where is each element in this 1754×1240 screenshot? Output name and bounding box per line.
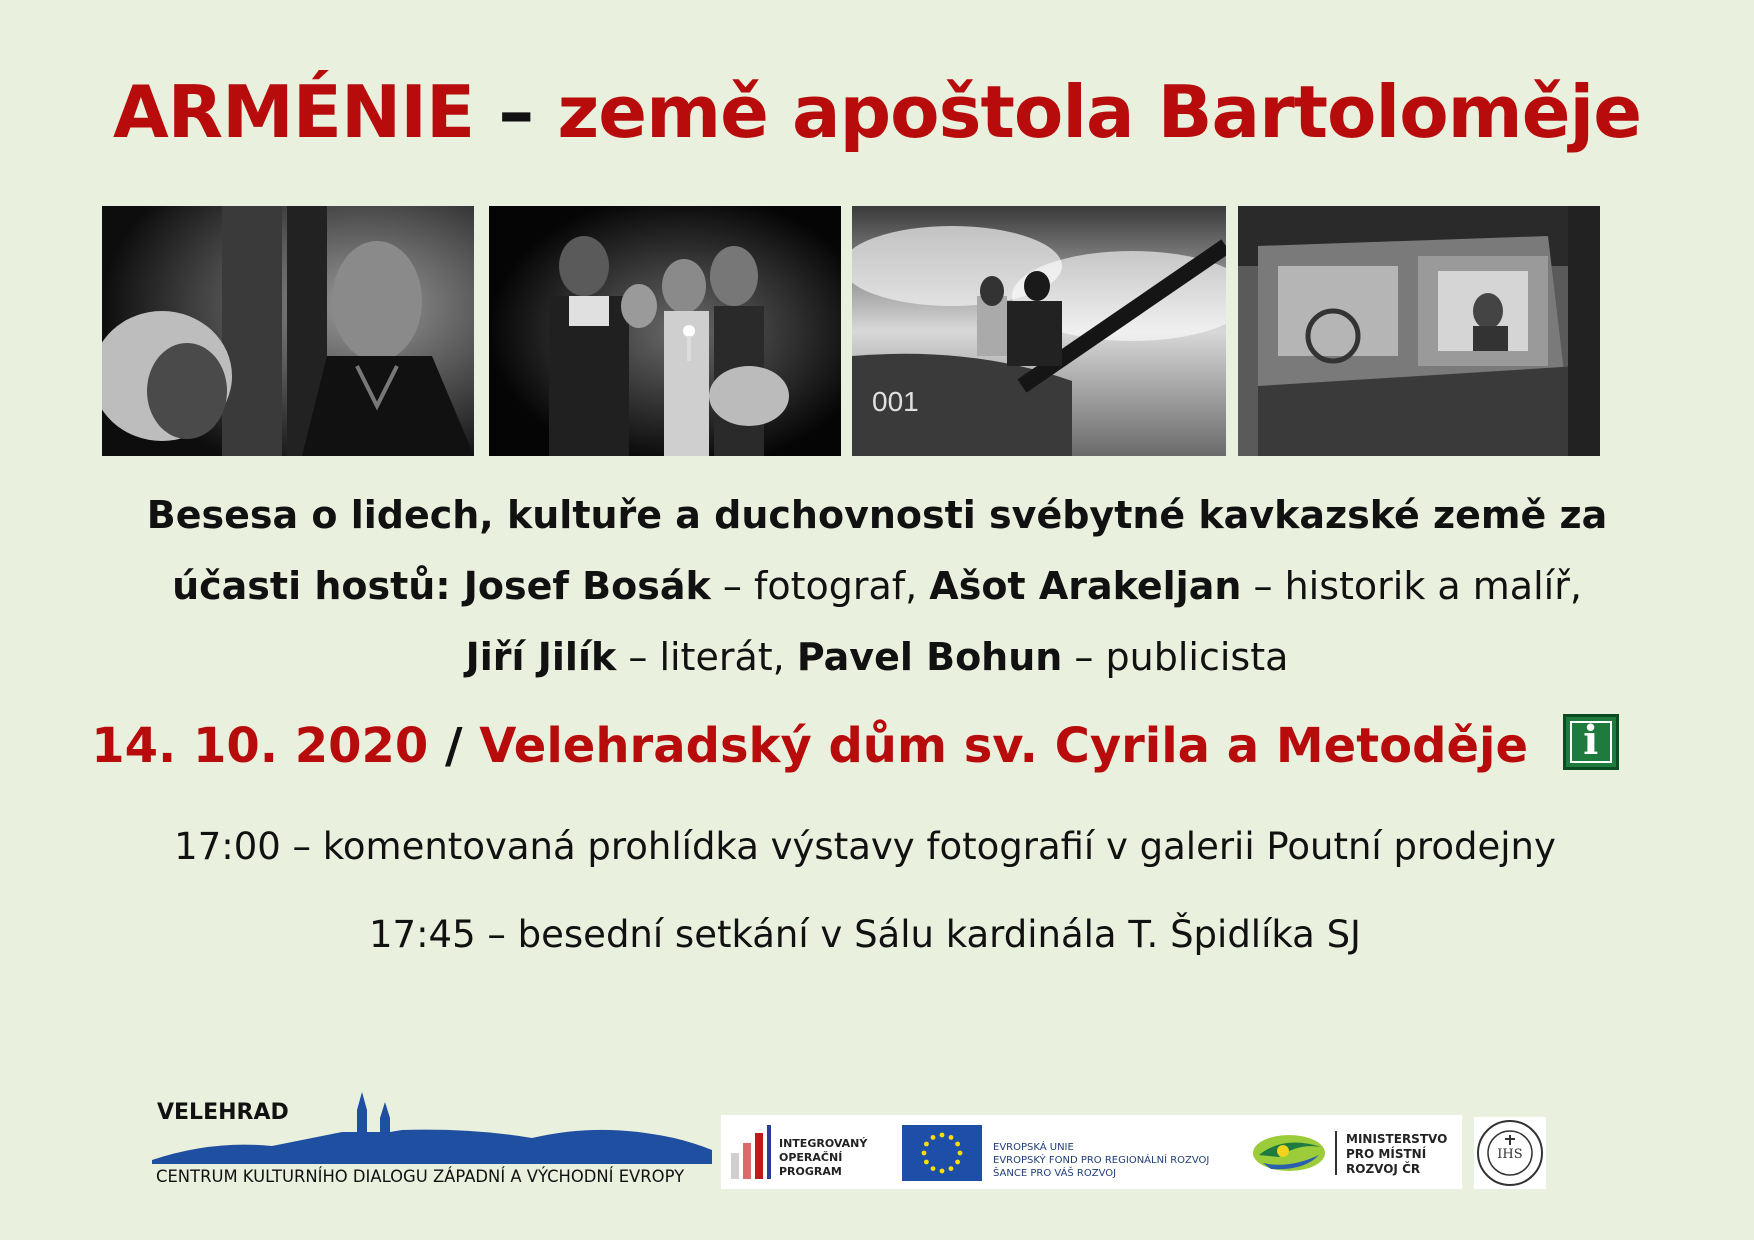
info-icon[interactable]: i bbox=[1563, 714, 1619, 770]
title-dash: – bbox=[498, 70, 534, 154]
svg-text:IHS: IHS bbox=[1497, 1147, 1523, 1162]
schedule-item-2: 17:45 – besední setkání v Sálu kardinála T. Špidlíka SJ bbox=[369, 913, 1361, 956]
photo-candle-prayer bbox=[489, 206, 841, 456]
sponsor-logos bbox=[721, 1115, 1462, 1189]
iop-label: INTEGROVANÝ OPERAČNÍ PROGRAM bbox=[779, 1137, 868, 1178]
guest-name: Jiří Jilík bbox=[465, 635, 617, 679]
event-venue: Velehradský dům sv. Cyrila a Metoděje bbox=[479, 718, 1529, 774]
velehrad-subtitle: CENTRUM KULTURNÍHO DIALOGU ZÁPADNÍ A VÝCHODNÍ EVROPY bbox=[156, 1167, 685, 1186]
description-intro-1: Besesa o lidech, kultuře a duchovnosti svébytné kavkazské země za bbox=[146, 493, 1608, 537]
description-intro-2: účasti hostů: bbox=[172, 564, 464, 608]
iop-logo bbox=[729, 1123, 899, 1181]
guest-role: – fotograf, bbox=[722, 564, 918, 608]
poster-title bbox=[0, 70, 1754, 154]
guest-role: – literát, bbox=[628, 635, 785, 679]
eu-label: EVROPSKÁ UNIE EVROPSKÝ FOND PRO REGIONÁLNÍ ROZVOJ ŠANCE PRO VÁŠ ROZVOJ bbox=[993, 1142, 1210, 1179]
mmr-logo-icon bbox=[1249, 1129, 1329, 1175]
logo-separator bbox=[1335, 1131, 1337, 1175]
date-venue-separator: / bbox=[445, 718, 463, 774]
schedule-item-1: 17:00 – komentovaná prohlídka výstavy fotografií v galerii Poutní prodejny bbox=[174, 825, 1556, 868]
guest-name: Josef Bosák bbox=[463, 564, 711, 608]
eu-flag-icon bbox=[902, 1125, 982, 1181]
event-date-venue bbox=[0, 718, 1710, 774]
tank-number: 001 bbox=[872, 386, 919, 417]
title-subtitle: země apoštola Bartoloměje bbox=[557, 70, 1642, 154]
photo-man-with-sheep bbox=[102, 206, 474, 456]
guest-name: Pavel Bohun bbox=[796, 635, 1063, 679]
event-description bbox=[100, 480, 1654, 693]
guest-role: – historik a malíř, bbox=[1253, 564, 1582, 608]
event-date: 14. 10. 2020 bbox=[91, 718, 429, 774]
guest-role: – publicista bbox=[1074, 635, 1289, 679]
velehrad-name: VELEHRAD bbox=[157, 1100, 289, 1125]
title-country: ARMÉNIE bbox=[112, 70, 475, 154]
mmr-label: MINISTERSTVO PRO MÍSTNÍ ROZVOJ ČR bbox=[1346, 1132, 1448, 1176]
photo-couple-on-tank bbox=[852, 206, 1226, 456]
velehrad-logo bbox=[152, 1080, 712, 1200]
photo-man-in-truck bbox=[1238, 206, 1600, 456]
guest-name: Ašot Arakeljan bbox=[929, 564, 1242, 608]
iop-bars-icon bbox=[729, 1123, 773, 1181]
velehrad-seal-icon bbox=[1474, 1117, 1546, 1189]
